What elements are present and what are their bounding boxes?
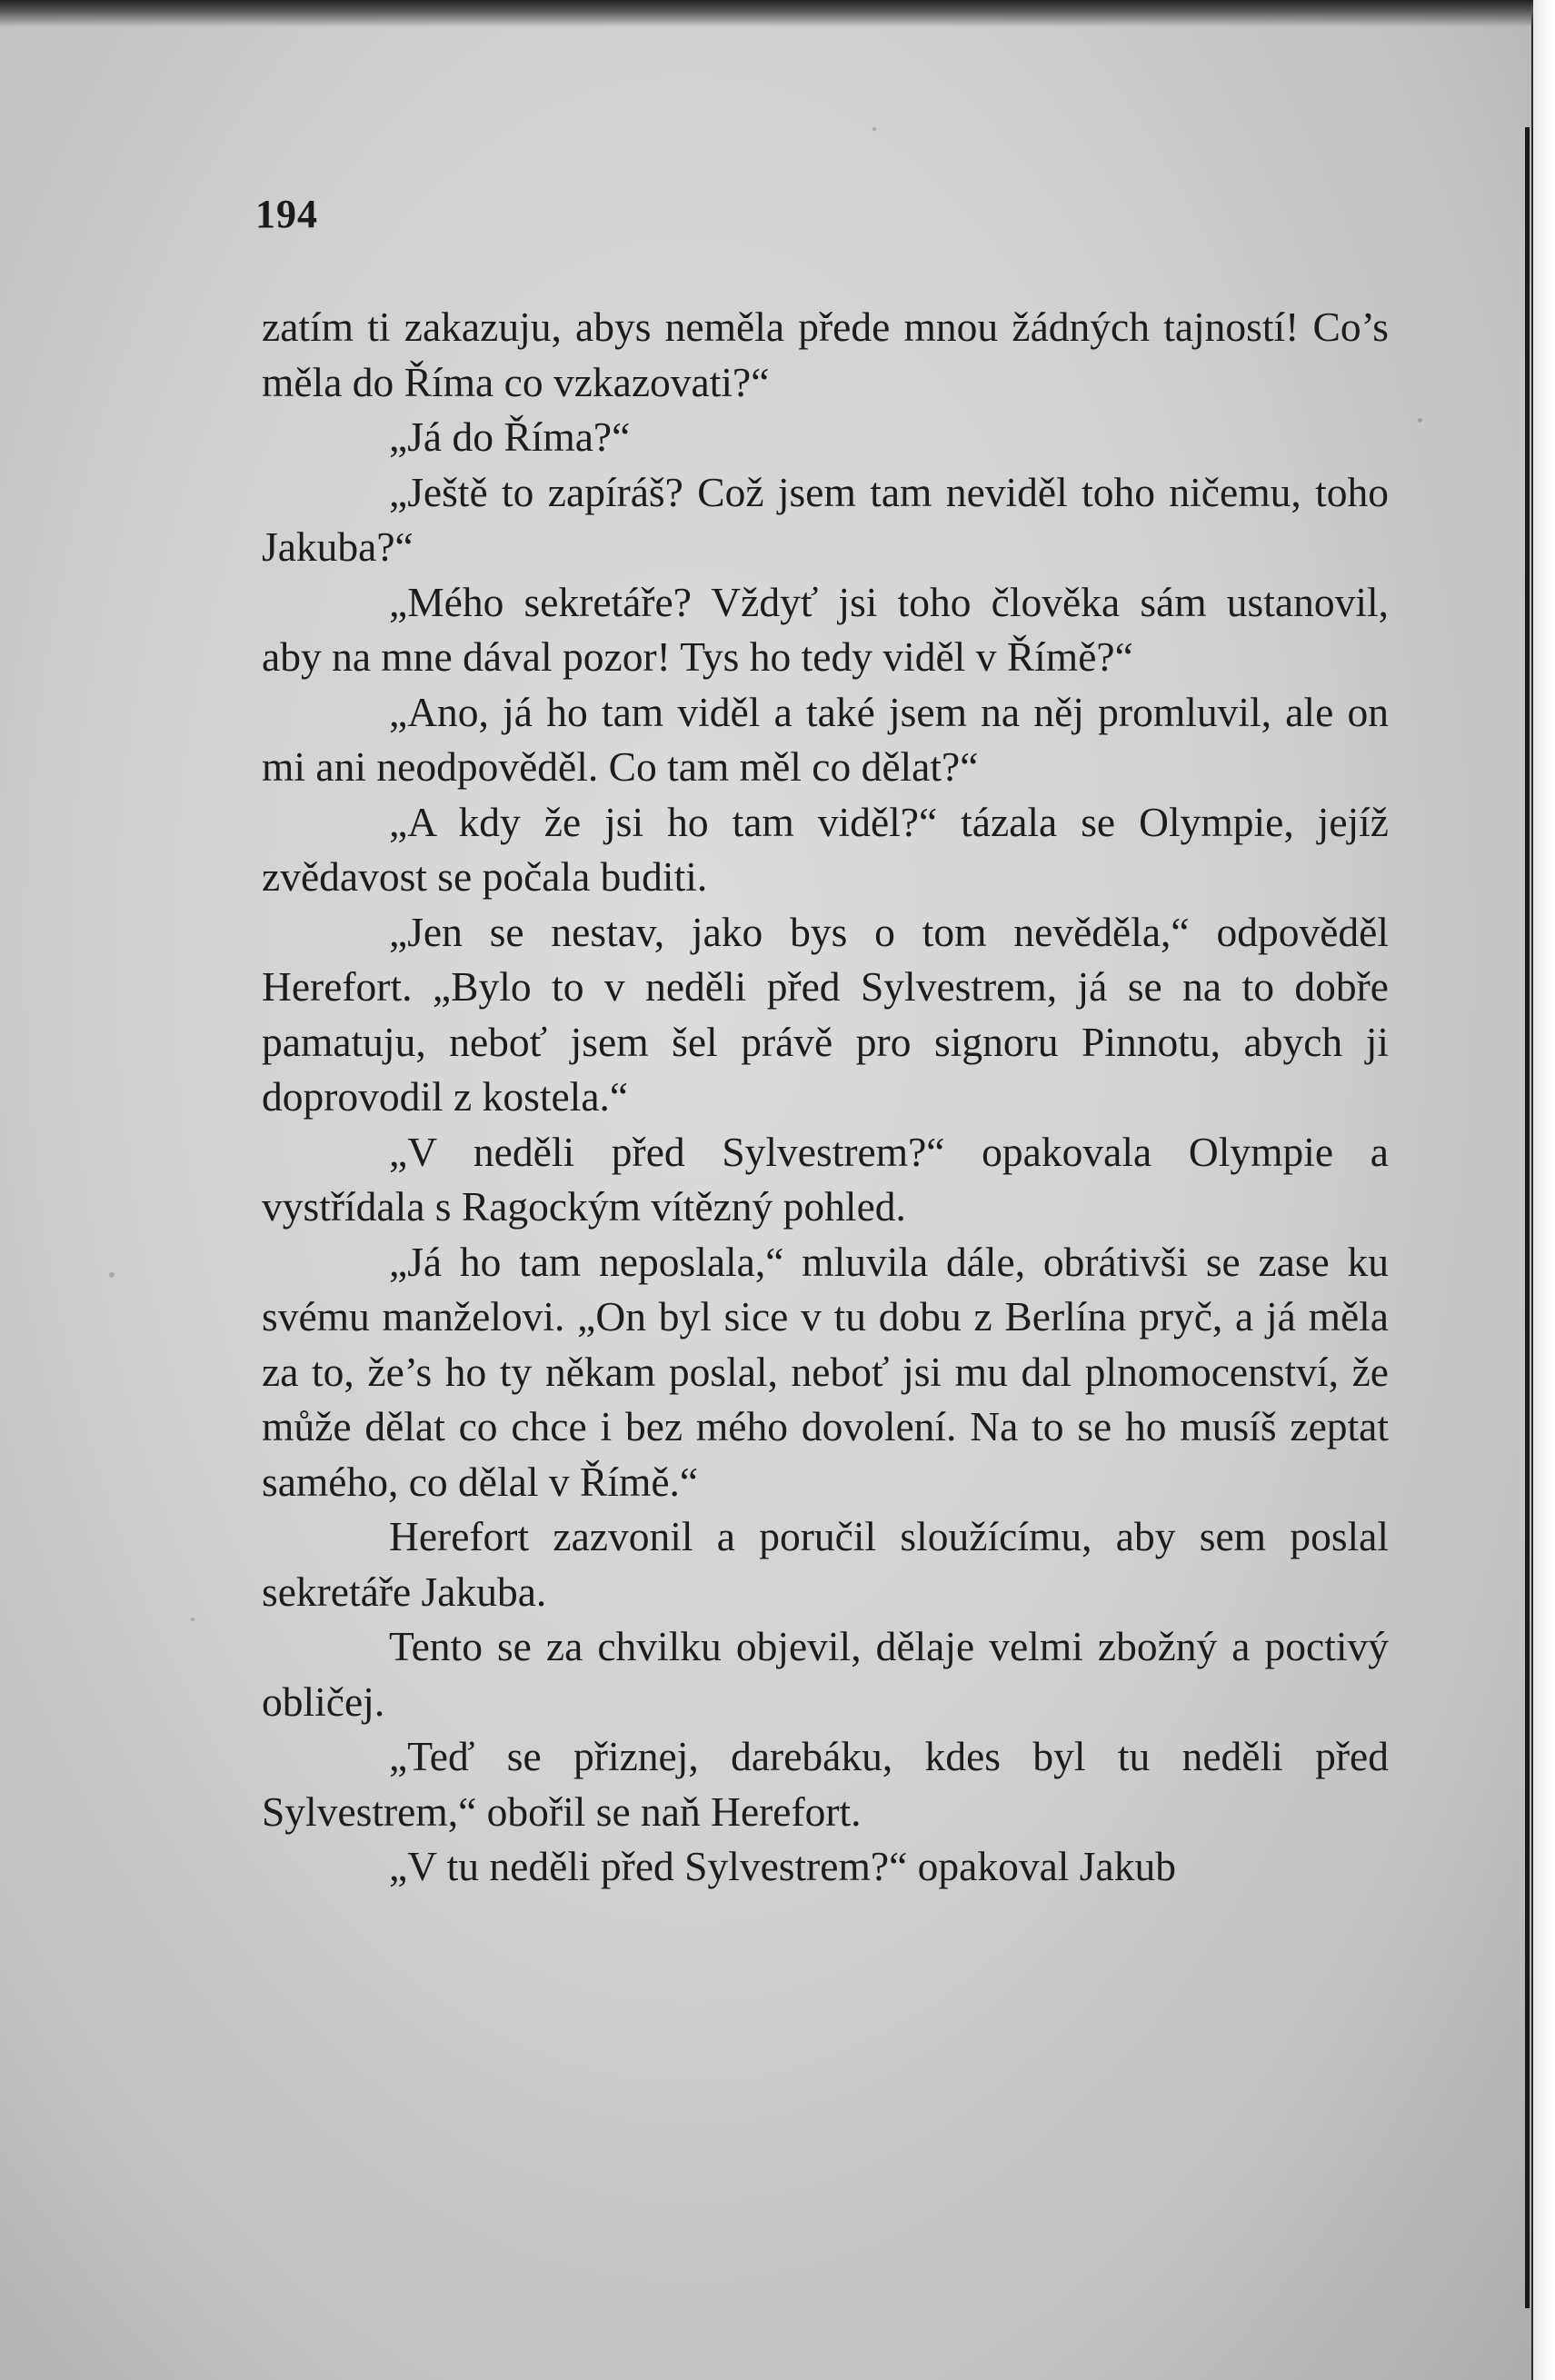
- paragraph: „Ano, já ho tam viděl a také jsem na něj promluvil, ale on mi ani neodpověděl. Co tam měl co dělat?“: [262, 688, 1389, 790]
- paragraph: Tento se za chvilku objevil, dělaje velmi zbožný a poctivý obličej.: [262, 1623, 1389, 1725]
- page-number: 194: [255, 192, 318, 236]
- binding-edge: [1525, 127, 1530, 2308]
- paragraph: „A kdy že jsi ho tam viděl?“ tázala se Olympie, jejíž zvědavost se počala buditi.: [262, 798, 1389, 900]
- paragraph: „Já do Říma?“: [389, 413, 631, 460]
- scan-margin-strip: [1533, 0, 1555, 2380]
- speckle: [872, 127, 876, 131]
- paragraph: „V tu neděli před Sylvestrem?“ opakoval Jakub: [389, 1843, 1176, 1889]
- scan-top-edge: [0, 0, 1555, 27]
- speckle: [109, 1272, 115, 1278]
- paragraph: „Teď se přiznej, darebáku, kdes byl tu neděli před Sylvestrem,“ obořil se naň Herefort.: [262, 1733, 1389, 1835]
- paragraph: „Ještě to zapíráš? Což jsem tam neviděl toho ničemu, toho Jakuba?“: [262, 468, 1389, 570]
- paragraph: „Já ho tam neposlala,“ mluvila dále, obrátivši se zase ku svému manželovi. „On byl sice v tu dobu z Berlína pryč, a já měla za to, že’s ho ty někam poslal, neboť jsi mu dal plnomocenství, že může dělat co chce i bez mého dovolení. Na to se ho musíš zeptat samého, co dělal v Římě.“: [262, 1238, 1389, 1505]
- speckle: [191, 1618, 194, 1621]
- speckle: [1418, 418, 1422, 423]
- paragraph: „Mého sekretáře? Vždyť jsi toho člověka sám ustanovil, aby na mne dával pozor! Tys ho tedy viděl v Římě?“: [262, 578, 1389, 680]
- paragraph: „V neděli před Sylvestrem?“ opakovala Olympie a vystřídala s Ragockým vítězný pohled.: [262, 1128, 1389, 1230]
- paragraph: Herefort zazvonil a poručil sloužícímu, aby sem poslal sekretáře Jakuba.: [262, 1513, 1389, 1615]
- body-text: [262, 300, 1389, 1895]
- paragraph: zatím ti zakazuju, abys neměla přede mnou žádných tajností! Co’s měla do Říma co vzkazovati?“: [262, 304, 1389, 405]
- paragraph: „Jen se nestav, jako bys o tom nevěděla,“ odpověděl Herefort. „Bylo to v neděli před Sylvestrem, já se na to dobře pamatuju, neboť jsem šel právě pro signoru Pinnotu, abych ji doprovodil z kostela.“: [262, 908, 1389, 1120]
